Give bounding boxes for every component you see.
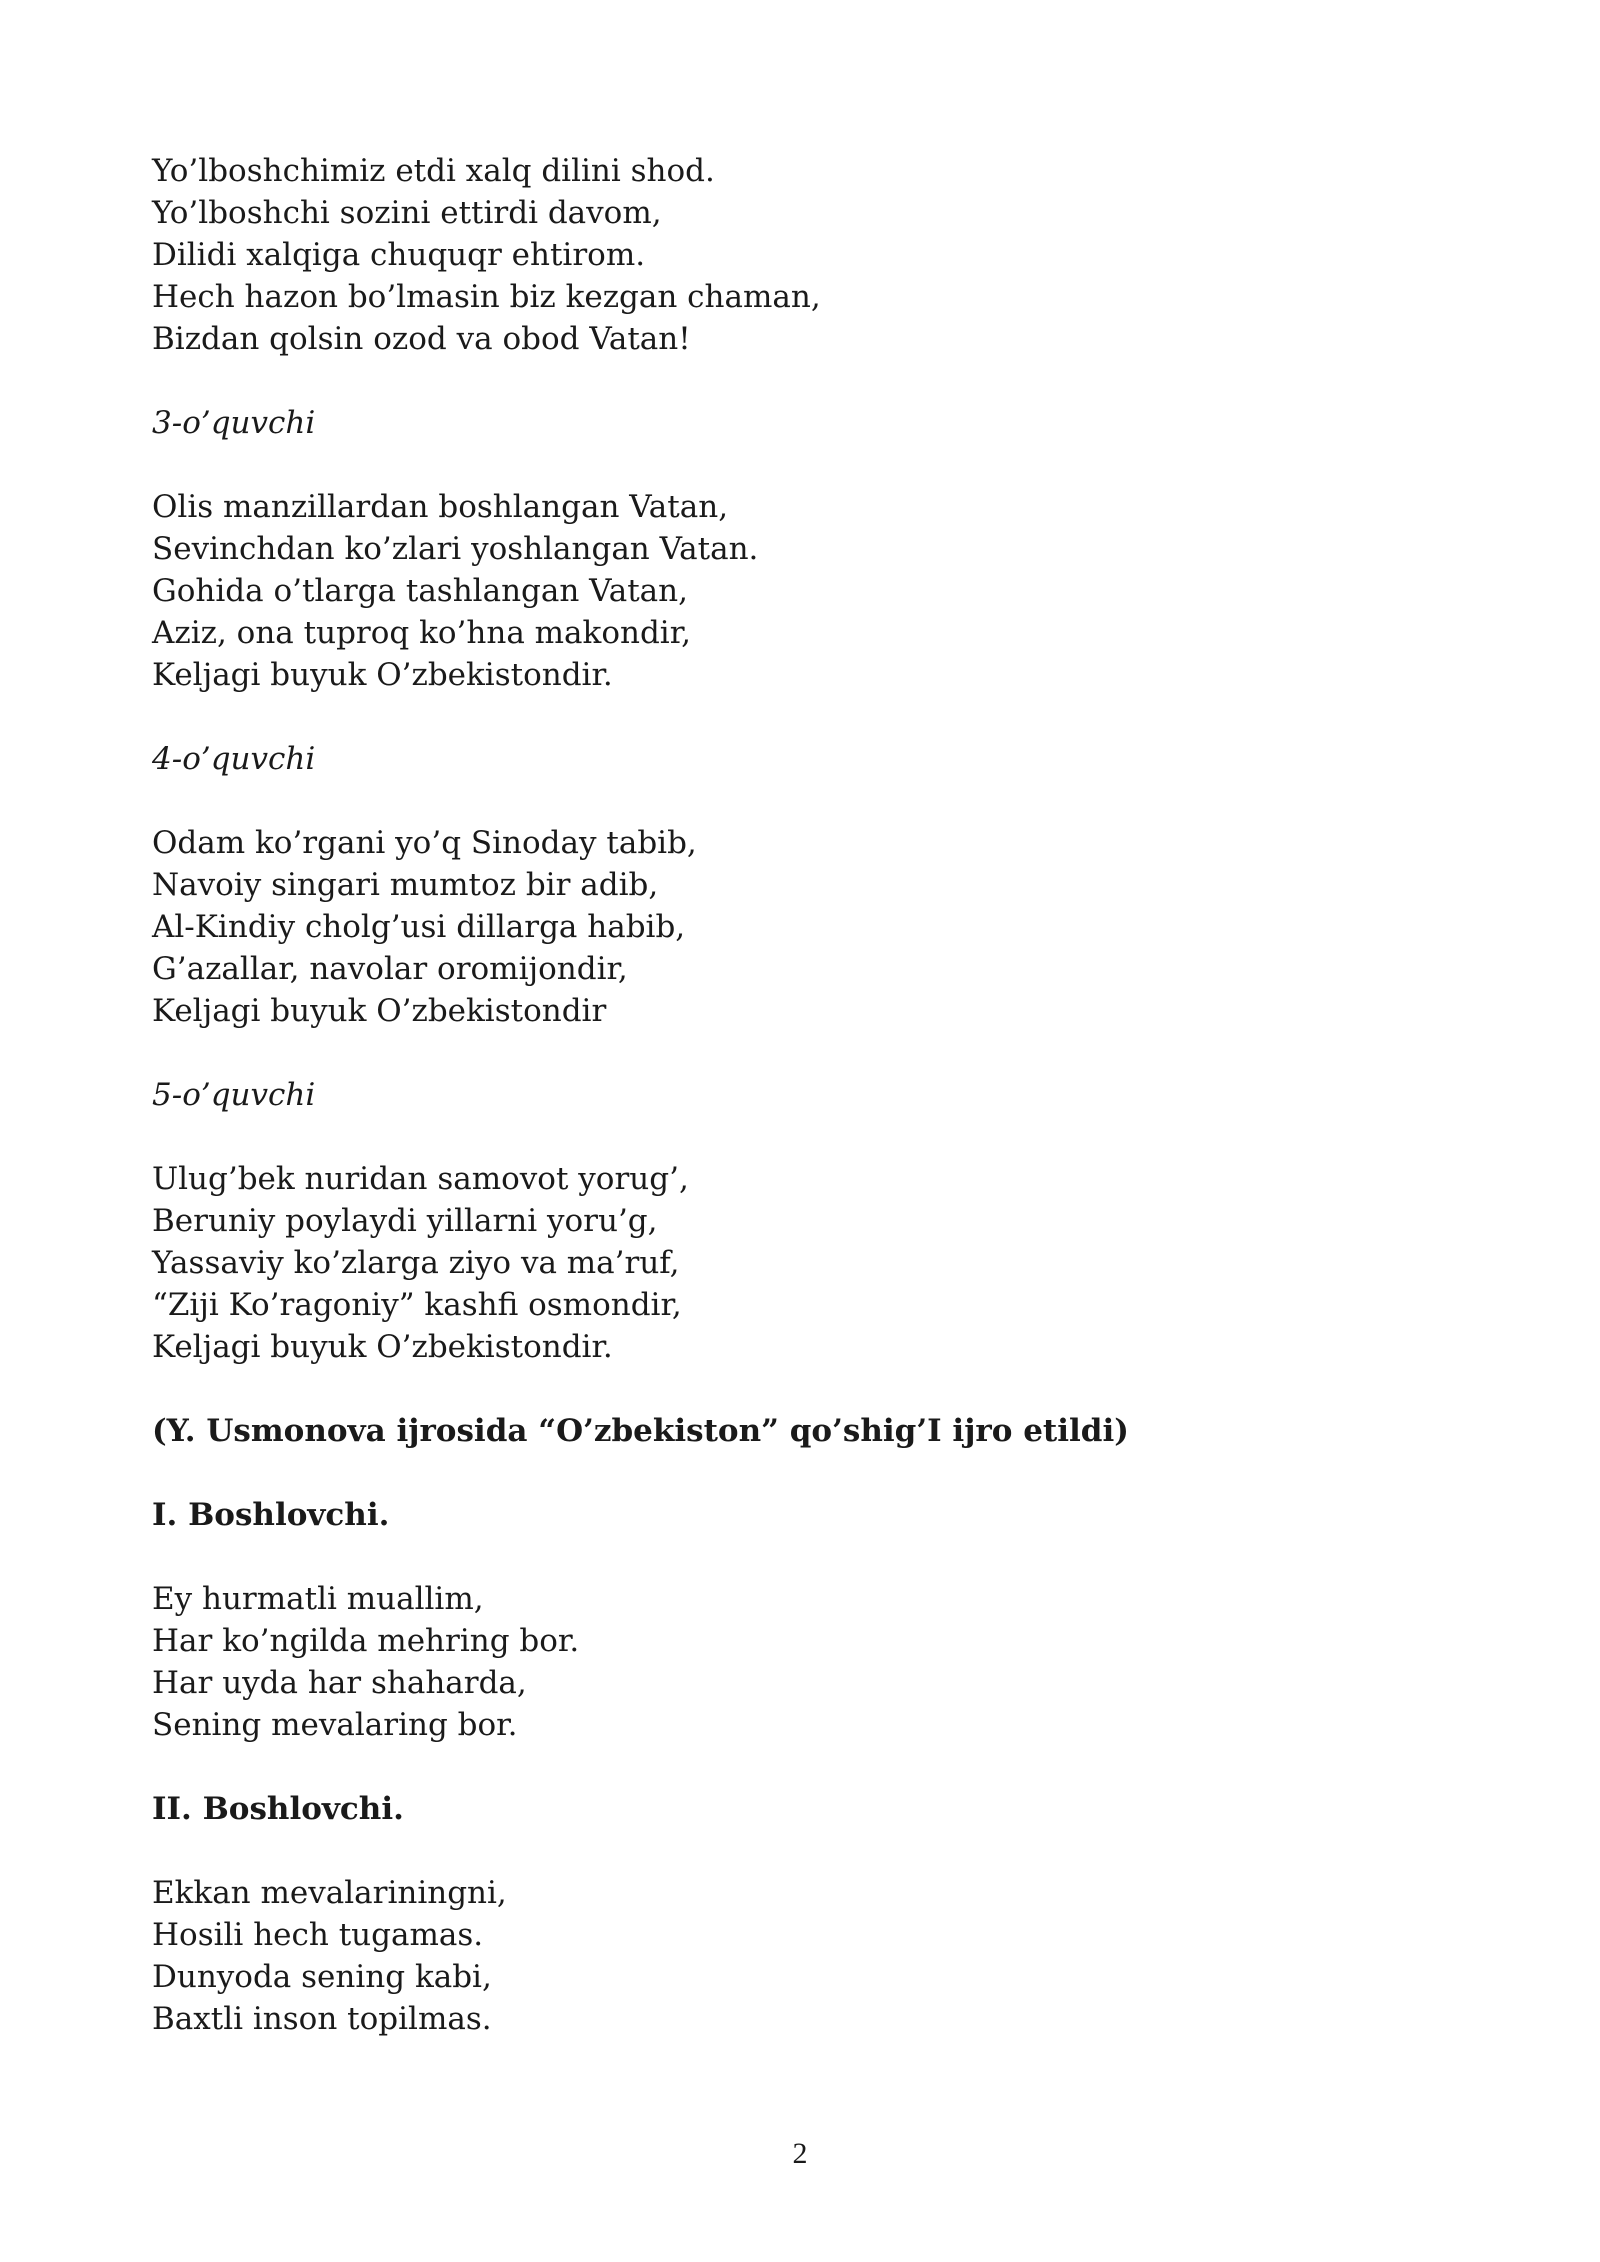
poem-line: Beruniy poylaydi yillarni yoru’g, xyxy=(152,1203,658,1239)
poem-line: Yo’lboshchimiz etdi xalq dilini shod. xyxy=(152,153,715,189)
poem-line: G’azallar, navolar oromijondir, xyxy=(152,951,628,987)
poem-line: Yassaviy ko’zlarga ziyo va ma’ruf, xyxy=(152,1245,680,1281)
speaker-label-reader5: 5-o’quvchi xyxy=(152,1077,316,1113)
poem-line: Ulug’bek nuridan samovot yorug’, xyxy=(152,1161,689,1197)
poem-line: Yo’lboshchi sozini ettirdi davom, xyxy=(152,195,662,231)
poem-line: Aziz, ona tuproq ko’hna makondir, xyxy=(152,615,691,651)
poem-line: Ey hurmatli muallim, xyxy=(152,1581,484,1617)
poem-line: Dunyoda sening kabi, xyxy=(152,1959,492,1995)
poem-line: Sening mevalaring bor. xyxy=(152,1707,518,1743)
poem-line: Dilidi xalqiga chuquqr ehtirom. xyxy=(152,237,646,273)
poem-line: Har uyda har shaharda, xyxy=(152,1665,527,1701)
speaker-label-reader4: 4-o’quvchi xyxy=(152,741,316,777)
speaker-label-reader3: 3-o’quvchi xyxy=(152,405,316,441)
document-page xyxy=(152,150,1452,2040)
poem-line: Odam ko’rgani yo’q Sinoday tabib, xyxy=(152,825,697,861)
poem-line: Keljagi buyuk O’zbekistondir. xyxy=(152,657,613,693)
poem-line: Bizdan qolsin ozod va obod Vatan! xyxy=(152,321,691,357)
poem-line: Har ko’ngilda mehring bor. xyxy=(152,1623,580,1659)
stanza-reader3 xyxy=(152,486,1452,696)
poem-line: Hosili hech tugamas. xyxy=(152,1917,484,1953)
speaker-label-host1: I. Boshlovchi. xyxy=(152,1497,390,1533)
poem-line: Ekkan mevalariningni, xyxy=(152,1875,507,1911)
poem-line: Olis manzillardan boshlangan Vatan, xyxy=(152,489,729,525)
stanza-host2 xyxy=(152,1872,1452,2040)
page-number: 2 xyxy=(792,2137,808,2170)
speaker-label-host2: II. Boshlovchi. xyxy=(152,1791,404,1827)
poem-line: Keljagi buyuk O’zbekistondir xyxy=(152,993,607,1029)
stanza-host1 xyxy=(152,1578,1452,1746)
poem-line: Baxtli inson topilmas. xyxy=(152,2001,492,2037)
stanza-reader4 xyxy=(152,822,1452,1032)
poem-line: Gohida o’tlarga tashlangan Vatan, xyxy=(152,573,688,609)
poem-line: “Ziji Ko’ragoniy” kashfi osmondir, xyxy=(152,1287,682,1323)
poem-line: Keljagi buyuk O’zbekistondir. xyxy=(152,1329,613,1365)
song-note: (Y. Usmonova ijrosida “O’zbekiston” qo’shig’I ijro etildi) xyxy=(152,1413,1129,1449)
stanza-intro xyxy=(152,150,1452,360)
poem-line: Sevinchdan ko’zlari yoshlangan Vatan. xyxy=(152,531,759,567)
poem-line: Hech hazon bo’lmasin biz kezgan chaman, xyxy=(152,279,821,315)
stanza-reader5 xyxy=(152,1158,1452,1368)
poem-line: Navoiy singari mumtoz bir adib, xyxy=(152,867,659,903)
poem-line: Al-Kindiy cholg’usi dillarga habib, xyxy=(152,909,686,945)
